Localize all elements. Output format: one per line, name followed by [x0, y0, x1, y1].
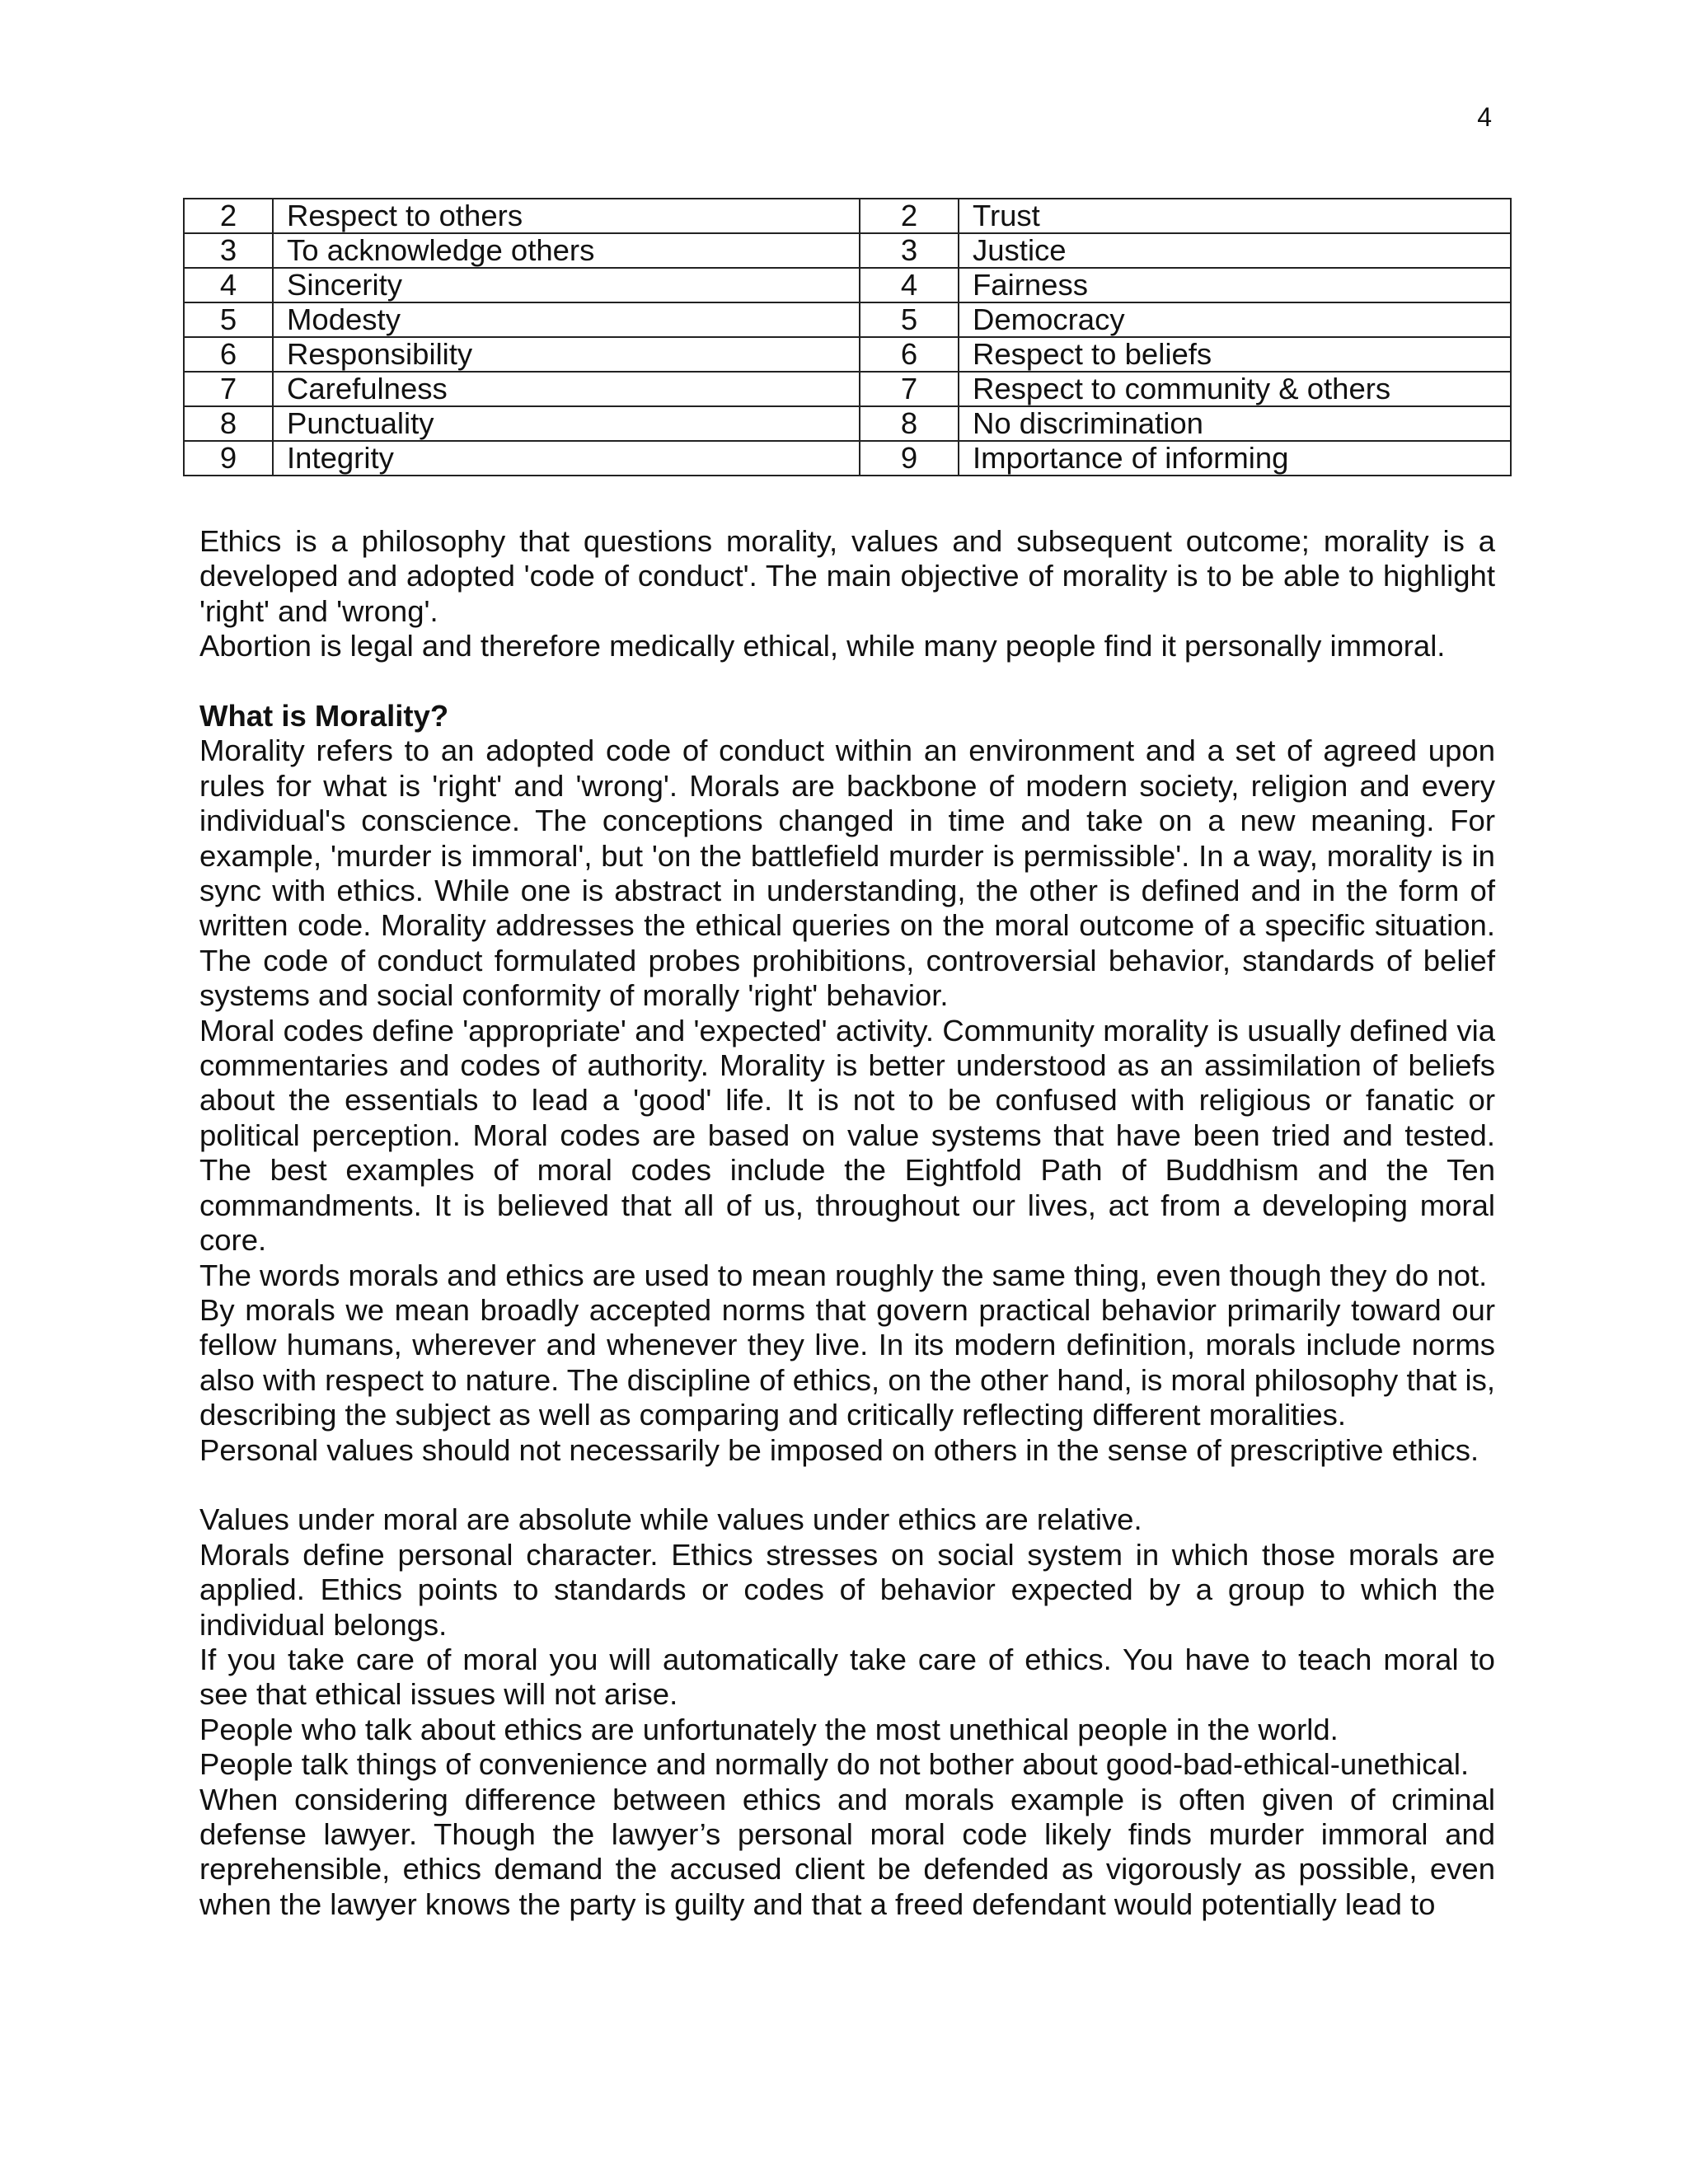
table-cell-number: 4: [860, 268, 959, 302]
table-cell-value: Importance of informing: [959, 441, 1511, 476]
table-cell-value: Trust: [959, 199, 1511, 233]
table-cell-value: Respect to others: [273, 199, 860, 233]
table-cell-value: To acknowledge others: [273, 233, 860, 268]
table-cell-value: No discrimination: [959, 406, 1511, 441]
table-cell-value: Responsibility: [273, 337, 860, 372]
paragraph-spacer: [199, 664, 1495, 699]
paragraph-spacer: [199, 1468, 1495, 1502]
table-cell-value: Sincerity: [273, 268, 860, 302]
table-cell-number: 7: [860, 372, 959, 406]
paragraph-moral-codes: Moral codes define 'appropriate' and 'expected' activity. Community morality is usually defined via commentaries and codes of authority. Morality is better understood as an assimilation of beliefs about the essentials to lead a 'good' life. It is not to be confused with religious or fanatic or political perception. Moral codes are based on value systems that have been tried and tested. The best examples of moral codes include the Eightfold Path of Buddhism and the Ten commandments. It is believed that all of us, throughout our lives, act from a developing moral core.: [199, 1013, 1495, 1258]
table-row: [184, 337, 1511, 372]
paragraph-convenience: People talk things of convenience and normally do not bother about good-bad-ethical-unethical.: [199, 1747, 1470, 1782]
values-table: [183, 198, 1512, 476]
table-cell-value: Fairness: [959, 268, 1511, 302]
table-cell-number: 2: [184, 199, 273, 233]
paragraph-absolute-relative: Values under moral are absolute while values under ethics are relative.: [199, 1502, 1142, 1537]
table-cell-number: 9: [860, 441, 959, 476]
table-cell-value: Integrity: [273, 441, 860, 476]
table-cell-number: 8: [184, 406, 273, 441]
paragraph-abortion: Abortion is legal and therefore medically ethical, while many people find it personally immoral.: [199, 629, 1446, 663]
table-cell-value: Justice: [959, 233, 1511, 268]
body-text: [199, 524, 1495, 1922]
table-cell-number: 5: [184, 302, 273, 337]
paragraph-personal-character: Morals define personal character. Ethics stresses on social system in which those morals are applied. Ethics points to standards or codes of behavior expected by a group to which the individual belongs.: [199, 1537, 1495, 1642]
table-row: [184, 199, 1511, 233]
table-cell-number: 3: [860, 233, 959, 268]
table-cell-number: 6: [184, 337, 273, 372]
paragraph-defense-lawyer: When considering difference between ethics and morals example is often given of criminal defense lawyer. Though the lawyer’s personal moral code likely finds murder immoral and reprehensible, ethics demand the accused client be defended as vigorously as possible, even when the lawyer knows the party is guilty and that a freed defendant would potentially lead to: [199, 1782, 1495, 1921]
table-cell-value: Democracy: [959, 302, 1511, 337]
heading-what-is-morality: What is Morality?: [199, 699, 449, 733]
table-cell-number: 3: [184, 233, 273, 268]
table-cell-number: 8: [860, 406, 959, 441]
table-row: [184, 441, 1511, 476]
table-row: [184, 233, 1511, 268]
table-cell-value: Modesty: [273, 302, 860, 337]
table-cell-number: 9: [184, 441, 273, 476]
table-cell-number: 7: [184, 372, 273, 406]
table-cell-number: 6: [860, 337, 959, 372]
table-cell-value: Carefulness: [273, 372, 860, 406]
paragraph-take-care-moral: If you take care of moral you will automatically take care of ethics. You have to teach moral to see that ethical issues will not arise.: [199, 1642, 1495, 1712]
table-cell-value: Respect to community & others: [959, 372, 1511, 406]
page-number: 4: [1477, 102, 1492, 132]
table-cell-number: 4: [184, 268, 273, 302]
table-cell-number: 5: [860, 302, 959, 337]
paragraph-morality-definition: Morality refers to an adopted code of conduct within an environment and a set of agreed upon rules for what is 'right' and 'wrong'. Morals are backbone of modern society, religion and every individual's conscience. The conceptions changed in time and take on a new meaning. For example, 'murder is immoral', but 'on the battlefield murder is permissible'. In a way, morality is in sync with ethics. While one is abstract in understanding, the other is defined and in the form of written code. Morality addresses the ethical queries on the moral outcome of a specific situation. The code of conduct formulated probes prohibitions, controversial behavior, standards of belief systems and social conformity of morally 'right' behavior.: [199, 733, 1495, 1013]
paragraph-morals-ethics-words: The words morals and ethics are used to mean roughly the same thing, even though they do not.: [199, 1258, 1488, 1292]
table-row: [184, 268, 1511, 302]
table-row: [184, 372, 1511, 406]
paragraph-by-morals: By morals we mean broadly accepted norms that govern practical behavior primarily toward our fellow humans, wherever and whenever they live. In its modern definition, morals include norms also with respect to nature. The discipline of ethics, on the other hand, is moral philosophy that is, describing the subject as well as comparing and critically reflecting different moralities.: [199, 1292, 1495, 1432]
table-row: [184, 406, 1511, 441]
paragraph-unethical-people: People who talk about ethics are unfortunately the most unethical people in the world.: [199, 1712, 1339, 1746]
table-cell-number: 2: [860, 199, 959, 233]
table-cell-value: Punctuality: [273, 406, 860, 441]
paragraph-ethics-definition: Ethics is a philosophy that questions morality, values and subsequent outcome; morality is a developed and adopted 'code of conduct'. The main objective of morality is to be able to highlight 'right' and 'wrong'.: [199, 524, 1495, 628]
paragraph-personal-values: Personal values should not necessarily be imposed on others in the sense of prescriptive ethics.: [199, 1432, 1479, 1467]
table-cell-value: Respect to beliefs: [959, 337, 1511, 372]
table-row: [184, 302, 1511, 337]
